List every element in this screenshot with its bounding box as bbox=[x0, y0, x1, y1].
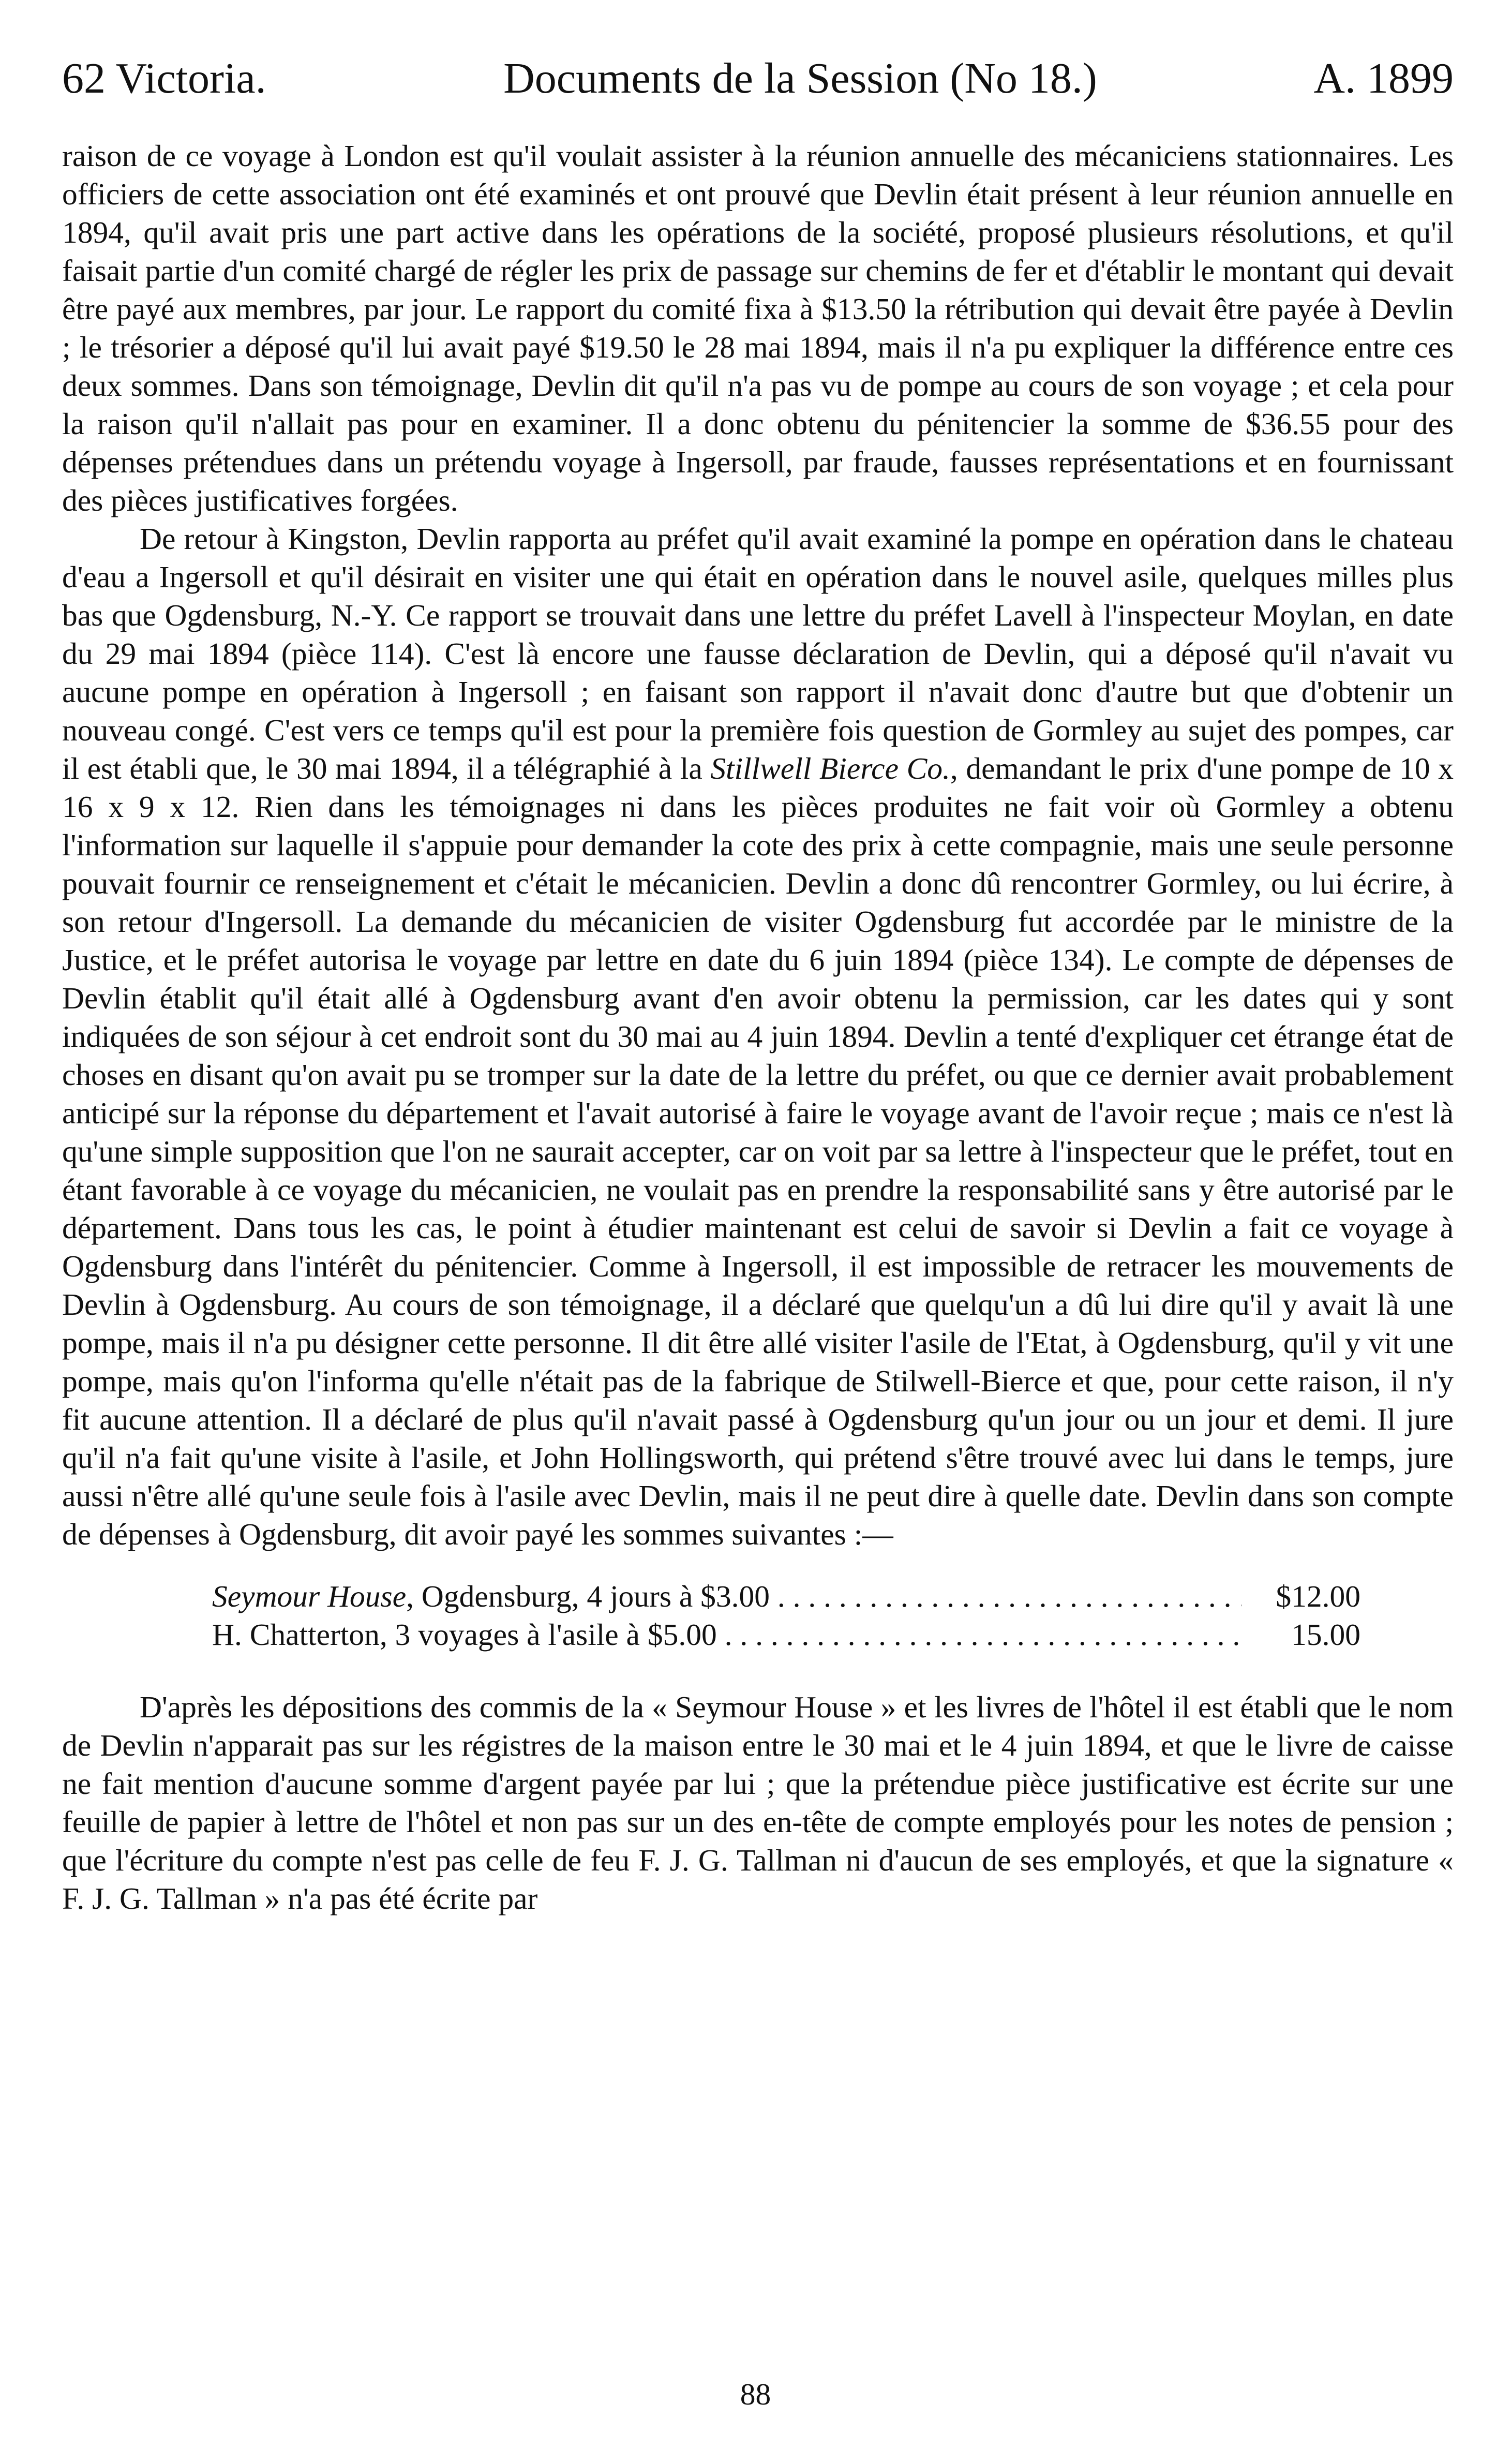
paragraph-2 bbox=[62, 519, 1454, 1553]
ledger-row-description bbox=[212, 1577, 1241, 1615]
page-content bbox=[62, 54, 1454, 1918]
ledger-row-detail: H. Chatterton, 3 voyages à l'asile à $5.00 bbox=[212, 1617, 717, 1652]
company-name: Stillwell Bierce Co. bbox=[710, 751, 950, 785]
paragraph-2-part-b: , demandant le prix d'une pompe de 10 x 16 x 9 x 12. Rien dans les témoignages ni dans les pièces produites ne fait voir où Gormley a obtenu l'information sur laquelle il s'appuie pour demander la cote des prix à cette compagnie, mais une seule personne pouvait fournir ce renseignement et c'était le mécanicien. Devlin a donc dû rencontrer Gormley, ou lui écrire, à son retour d'Ingersoll. La demande du mécanicien de visiter Ogdensburg fut accordée par le ministre de la Justice, et le préfet autorisa le voyage par lettre en date du 6 juin 1894 (pièce 134). Le compte de dépenses de Devlin établit qu'il était allé à Ogdensburg avant d'en avoir obtenu la permission, car les dates qui y sont indiquées de son séjour à cet endroit sont du 30 mai au 4 juin 1894. Devlin a tenté d'expliquer cet étrange état de choses en disant qu'on avait pu se tromper sur la date de la lettre du préfet, ou que ce dernier avait probablement anticipé sur la réponse du département et l'avait autorisé à faire le voyage avant de l'avoir reçue ; mais ce n'est là qu'une simple supposition que l'on ne saurait accepter, car on voit par sa lettre à l'inspecteur que le préfet, tout en étant favorable à ce voyage du mécanicien, ne voulait pas en prendre la responsabilité sans y être autorisé par le département. Dans tous les cas, le point à étudier maintenant est celui de savoir si Devlin a fait ce voyage à Ogdensburg dans l'intérêt du pénitencier. Comme à Ingersoll, il est impossible de retracer les mouvements de Devlin à Ogdensburg. Au cours de son témoignage, il a déclaré que quelqu'un a dû lui dire qu'il y avait là une pompe, mais il n'a pu désigner cette personne. Il dit être allé visiter l'asile de l'Etat, à Ogdensburg, qu'il y vit une pompe, mais qu'on l'informa qu'elle n'était pas de la fabrique de Stilwell-Bierce et que, pour cette raison, il n'y fit aucune attention. Il a déclaré de plus qu'il n'avait passé à Ogdensburg qu'un jour ou un jour et demi. Il jure qu'il n'a fait qu'une visite à l'asile, et John Hollingsworth, qui prétend s'être trouvé avec lui dans le temps, jure aussi n'être allé qu'une seule fois à l'asile avec Devlin, mais il ne peut dire à quelle date. Devlin dans son compte de dépenses à Ogdensburg, dit avoir payé les sommes suivantes :— bbox=[62, 751, 1454, 1551]
header-year: A. 1899 bbox=[1313, 54, 1454, 102]
page-header bbox=[62, 54, 1454, 102]
page-number: 88 bbox=[740, 2377, 771, 2411]
paragraph-2-part-a: De retour à Kingston, Devlin rapporta au préfet qu'il avait examiné la pompe en opération dans le chateau d'eau a Ingersoll et qu'il désirait en visiter une qui était en opération dans le nouvel asile, quelques milles plus bas que Ogdensburg, N.-Y. Ce rapport se trouvait dans une lettre du préfet Lavell à l'inspecteur Moylan, en date du 29 mai 1894 (pièce 114). C'est là encore une fausse déclaration de Devlin, qui a déposé qu'il n'avait vu aucune pompe en opération à Ingersoll ; en faisant son rapport il n'avait donc d'autre but que d'obtenir un nouveau congé. C'est vers ce temps qu'il est pour la première fois question de Gormley au sujet des pompes, car il est établi que, le 30 mai 1894, il a télégraphié à la bbox=[62, 522, 1454, 785]
ledger-row bbox=[212, 1615, 1360, 1654]
ledger-row-amount: $12.00 bbox=[1276, 1579, 1360, 1613]
ledger-row-amount: 15.00 bbox=[1291, 1617, 1360, 1652]
ledger-row bbox=[212, 1577, 1360, 1615]
ledger-row-detail: , Ogdensburg, 4 jours à $3.00 bbox=[406, 1579, 770, 1613]
paragraph-3: D'après les dépositions des commis de la « Seymour House » et les livres de l'hôtel il est établi que le nom de Devlin n'apparait pas sur les régistres de la maison entre le 30 mai et le 4 juin 1894, et que le livre de caisse ne fait mention d'aucune somme d'argent payée par lui ; que la prétendue pièce justificative est écrite sur une feuille de papier à lettre de l'hôtel et non pas sur un des en-tête de compte employés pour les notes de pension ; que l'écriture du compte n'est pas celle de feu F. J. G. Tallman ni d'aucun de ses employés, et que la signature « F. J. G. Tallman » n'a pas été écrite par bbox=[62, 1690, 1454, 1916]
header-title: Documents de la Session (No 18.) bbox=[503, 54, 1097, 102]
paragraph-1: raison de ce voyage à London est qu'il voulait assister à la réunion annuelle des mécaniciens stationnaires. Les officiers de cette association ont été examinés et ont prouvé que Devlin était présent à leur réunion annuelle en 1894, qu'il avait pris une part active dans les opérations de la société, proposé plusieurs résolutions, et qu'il faisait partie d'un comité chargé de régler les prix de passage sur chemins de fer et d'établir le montant qui devait être payé aux membres, par jour. Le rapport du comité fixa à $13.50 la rétribution qui devait être payée à Devlin ; le trésorier a déposé qu'il lui avait payé $19.50 le 28 mai 1894, mais il n'a pu expliquer la différence entre ces deux sommes. Dans son témoignage, Devlin dit qu'il n'a pas vu de pompe au cours de son voyage ; et cela pour la raison qu'il n'allait pas pour en examiner. Il a donc obtenu du pénitencier la somme de $36.55 pour des dépenses prétendues dans un prétendu voyage à Ingersoll, par fraude, fausses représentations et en fournissant des pièces justificatives forgées. bbox=[62, 139, 1454, 517]
hotel-name: Seymour House bbox=[212, 1579, 407, 1613]
header-session: 62 Victoria. bbox=[62, 54, 266, 102]
ledger-row-description bbox=[212, 1615, 1241, 1654]
expense-ledger bbox=[212, 1577, 1360, 1654]
